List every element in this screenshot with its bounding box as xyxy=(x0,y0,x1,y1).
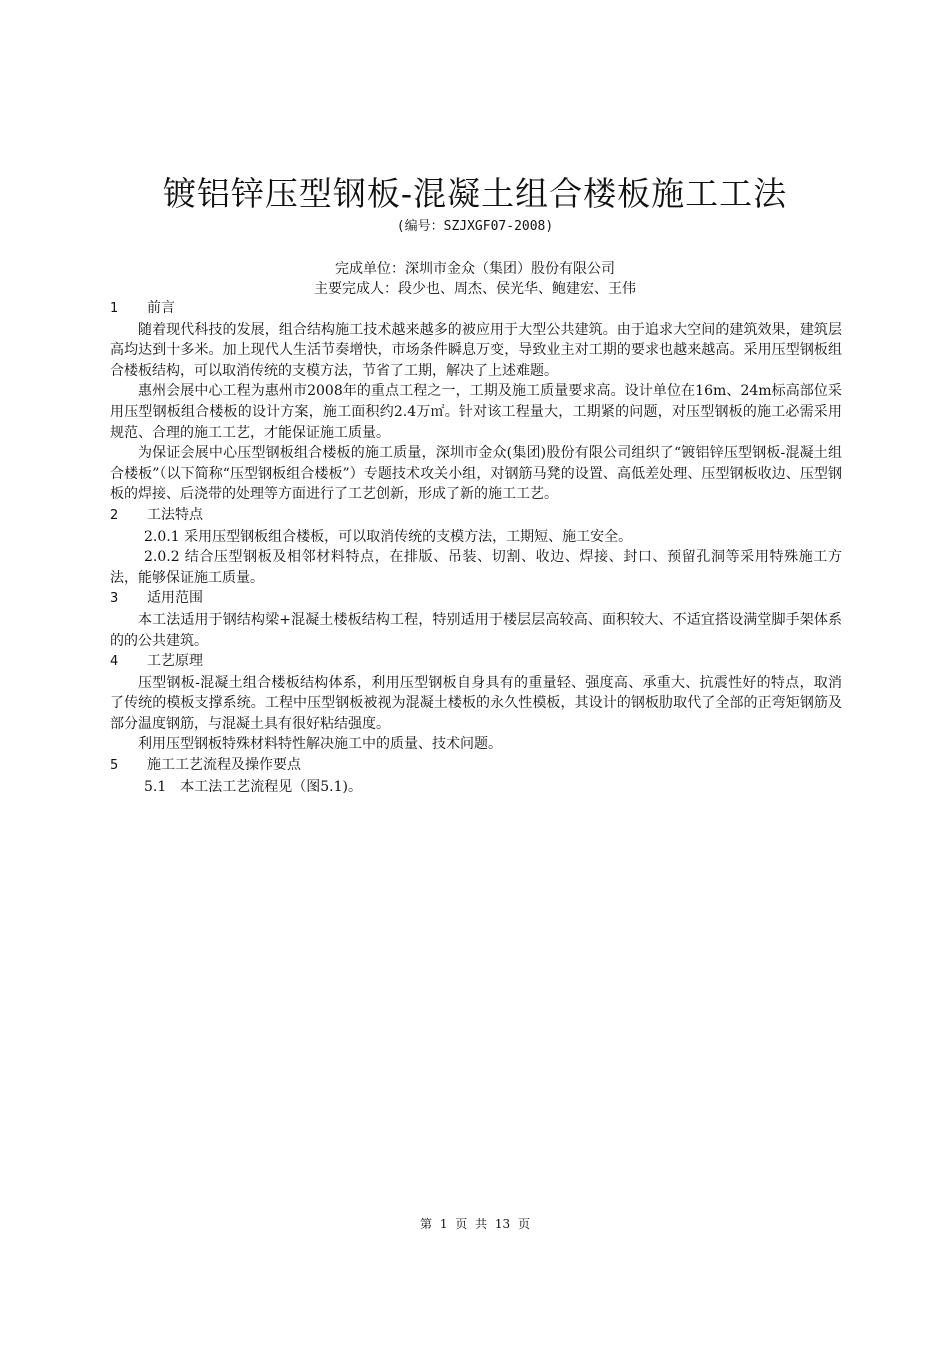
section-heading xyxy=(110,651,842,673)
paragraph: 压型钢板-混凝土组合楼板结构体系，利用压型钢板自身具有的重量轻、强度高、承重大、抗震性好的特点，取消了传统的模板支撑系统。工程中压型钢板被视为混凝土楼板的永久性模板，其设计的钢板肋取代了全部的正弯矩钢筋及部分温度钢筋，与混凝土具有很好粘结强度。 xyxy=(110,674,842,732)
section-heading xyxy=(110,505,842,527)
section-number: 4 xyxy=(110,654,119,670)
completion-unit: 完成单位：深圳市金众（集团）股份有限公司 xyxy=(335,261,615,277)
document-code: (编号：SZJXGF07-2008) xyxy=(396,219,554,234)
section-number: 3 xyxy=(110,591,119,607)
page-footer: 第 1 页 共 13 页 xyxy=(420,1217,530,1231)
section-heading xyxy=(110,755,842,777)
document-body xyxy=(110,298,842,797)
paragraph: 利用压型钢板特殊材料特性解决施工中的质量、技术问题。 xyxy=(138,736,502,753)
paragraph: 惠州会展中心工程为惠州市2008年的重点工程之一，工期及施工质量要求高。设计单位在16m、24m标高部位采用压型钢板组合楼板的设计方案，施工面积约2.4万㎡。针对该工程量大，工期紧的问题，对压型钢板的施工必需采用规范、合理的施工工艺，才能保证施工质量。 xyxy=(110,383,842,441)
section-number: 1 xyxy=(110,301,119,316)
paragraph: 为保证会展中心压型钢板组合楼板的施工质量，深圳市金众(集团)股份有限公司组织了“镀铝锌压型钢板-混凝土组合楼板”（以下简称“压型钢板组合楼板”）专题技术攻关小组，对钢筋马凳的设置、高低差处理、压型钢板收边、压型钢板的焊接、后浇带的处理等方面进行了工艺创新，形成了新的施工工艺。 xyxy=(110,445,842,503)
clause: 2.0.2 结合压型钢板及相邻材料特点，在排版、吊装、切割、收边、焊接、封口、预留孔洞等采用特殊施工方法，能够保证施工质量。 xyxy=(110,549,842,586)
section-title: 施工工艺流程及操作要点 xyxy=(147,757,301,774)
main-authors: 主要完成人：段少也、周杰、侯光华、鲍建宏、王伟 xyxy=(314,281,636,297)
clause: 5.1 本工法工艺流程见（图5.1)。 xyxy=(144,778,362,795)
paragraph: 本工法适用于钢结构梁+混凝土楼板结构工程，特别适用于楼层层高较高、面积较大、不适宜搭设满堂脚手架体系的的公共建筑。 xyxy=(110,611,842,649)
clause: 2.0.1 采用压型钢板组合楼板，可以取消传统的支模方法，工期短、施工安全。 xyxy=(144,528,633,545)
section-number: 5 xyxy=(110,758,119,774)
section-heading xyxy=(110,298,842,320)
document-title: 镀铝锌压型钢板-混凝土组合楼板施工工法 xyxy=(162,174,788,213)
paragraph: 随着现代科技的发展，组合结构施工技术越来越多的被应用于大型公共建筑。由于追求大空间的建筑效果，建筑层高均达到十多米。加上现代人生活节奏增快，市场条件瞬息万变，导致业主对工期的要求也越来越高。采用压型钢板组合楼板结构，可以取消传统的支模方法，节省了工期，解决了上述难题。 xyxy=(110,321,842,379)
section-title: 前言 xyxy=(147,300,175,316)
section-number: 2 xyxy=(110,507,119,523)
section-title: 工法特点 xyxy=(147,506,203,523)
section-title: 工艺原理 xyxy=(147,653,203,670)
section-heading xyxy=(110,588,842,610)
section-title: 适用范围 xyxy=(147,590,203,607)
